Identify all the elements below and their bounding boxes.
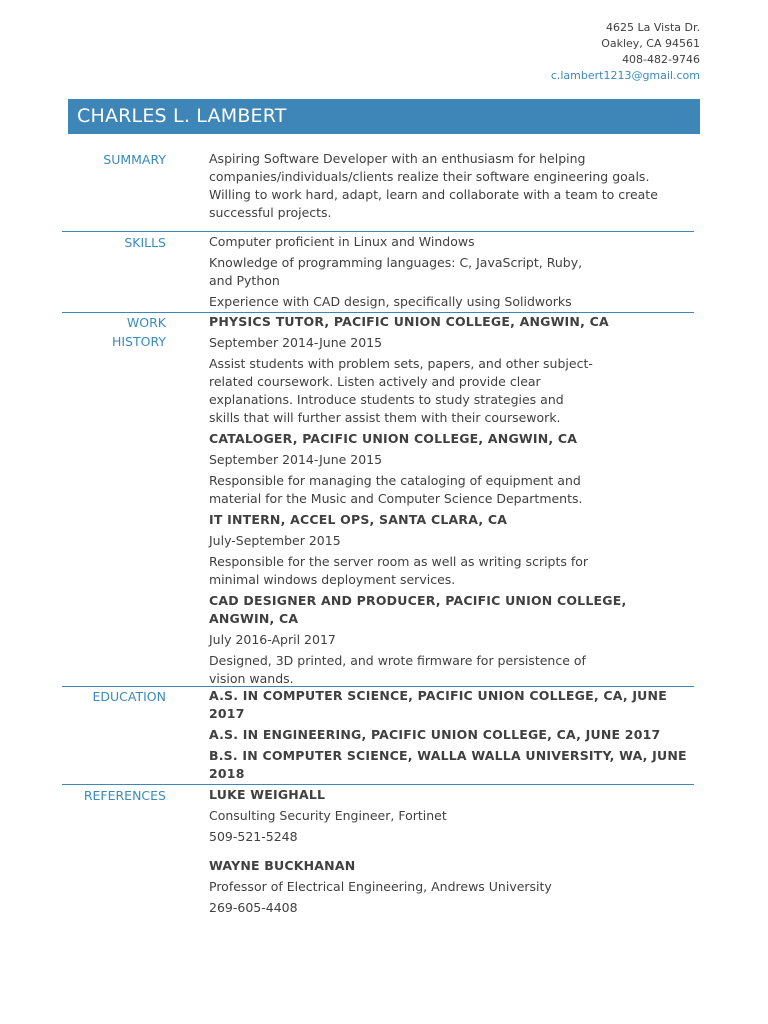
- contact-phone: 408-482-9746: [622, 53, 700, 66]
- work-label-line: WORK: [126, 315, 166, 330]
- degree-entry: B.S. IN COMPUTER SCIENCE, WALLA WALLA UNIVERSITY, WA, JUNE: [209, 748, 687, 763]
- job-description: material for the Music and Computer Science Departments.: [209, 491, 583, 506]
- job-description: explanations. Introduce students to study strategies and: [209, 392, 564, 407]
- contact-city: Oakley, CA 94561: [601, 37, 700, 50]
- skill-item: and Python: [209, 273, 280, 288]
- job-description: Responsible for managing the cataloging of equipment and: [209, 473, 581, 488]
- references-label: REFERENCES: [83, 788, 166, 803]
- job-description: Responsible for the server room as well as writing scripts for: [209, 554, 589, 569]
- summary-line: Willing to work hard, adapt, learn and collaborate with a team to create: [209, 187, 658, 202]
- degree-entry: A.S. IN COMPUTER SCIENCE, PACIFIC UNION COLLEGE, CA, JUNE: [209, 688, 667, 703]
- work-history-list: [209, 313, 689, 688]
- job-description: Designed, 3D printed, and wrote firmware for persistence of: [209, 653, 586, 668]
- education-label: EDUCATION: [92, 689, 166, 704]
- work-label-line: HISTORY: [111, 334, 166, 349]
- contact-block: [551, 20, 700, 84]
- skill-item: Knowledge of programming languages: C, JavaScript, Ruby,: [209, 255, 583, 270]
- summary-line: successful projects.: [209, 205, 332, 220]
- skill-item: Computer proficient in Linux and Windows: [209, 234, 475, 249]
- job-title: ANGWIN, CA: [209, 611, 299, 626]
- summary-label: SUMMARY: [103, 152, 166, 167]
- skills-list: [209, 233, 689, 311]
- job-dates: July 2016-April 2017: [209, 632, 336, 647]
- job-description: Assist students with problem sets, papers, and other subject-: [209, 356, 593, 371]
- name-header: [68, 99, 700, 134]
- skill-item: Experience with CAD design, specifically using Solidworks: [209, 294, 572, 309]
- degree-entry: A.S. IN ENGINEERING, PACIFIC UNION COLLEGE, CA, JUNE 2017: [209, 727, 661, 742]
- degree-entry: 2018: [209, 766, 245, 781]
- education-list: [209, 687, 689, 783]
- summary-line: companies/individuals/clients realize their software engineering goals.: [209, 169, 650, 184]
- job-description: related coursework. Listen actively and provide clear: [209, 374, 541, 389]
- job-title: CATALOGER, PACIFIC UNION COLLEGE, ANGWIN, CA: [209, 431, 578, 446]
- job-description: vision wands.: [209, 671, 294, 686]
- job-dates: July-September 2015: [209, 533, 341, 548]
- job-title: IT INTERN, ACCEL OPS, SANTA CLARA, CA: [209, 512, 508, 527]
- job-description: skills that will further assist them with their coursework.: [209, 410, 561, 425]
- job-dates: September 2014-June 2015: [209, 335, 383, 350]
- section-divider: [62, 231, 694, 232]
- summary-text: [209, 150, 689, 222]
- reference-name: WAYNE BUCKHANAN: [209, 858, 356, 873]
- reference-title: Consulting Security Engineer, Fortinet: [209, 808, 447, 823]
- contact-street: 4625 La Vista Dr.: [606, 21, 700, 34]
- reference-phone: 269-605-4408: [209, 900, 298, 915]
- reference-name: LUKE WEIGHALL: [209, 787, 326, 802]
- section-divider: [62, 784, 694, 785]
- work-history-label: [66, 313, 166, 351]
- degree-entry: 2017: [209, 706, 245, 721]
- job-dates: September 2014-June 2015: [209, 452, 383, 467]
- reference-title: Professor of Electrical Engineering, Andrews University: [209, 879, 552, 894]
- skills-label: SKILLS: [124, 235, 166, 250]
- job-description: minimal windows deployment services.: [209, 572, 456, 587]
- reference-phone: 509-521-5248: [209, 829, 298, 844]
- job-title: PHYSICS TUTOR, PACIFIC UNION COLLEGE, ANGWIN, CA: [209, 314, 609, 329]
- candidate-name: CHARLES L. LAMBERT: [77, 105, 287, 127]
- job-title: CAD DESIGNER AND PRODUCER, PACIFIC UNION COLLEGE,: [209, 593, 627, 608]
- references-list: [209, 786, 689, 917]
- summary-line: Aspiring Software Developer with an enthusiasm for helping: [209, 151, 586, 166]
- contact-email-link[interactable]: c.lambert1213@gmail.com: [550, 69, 700, 82]
